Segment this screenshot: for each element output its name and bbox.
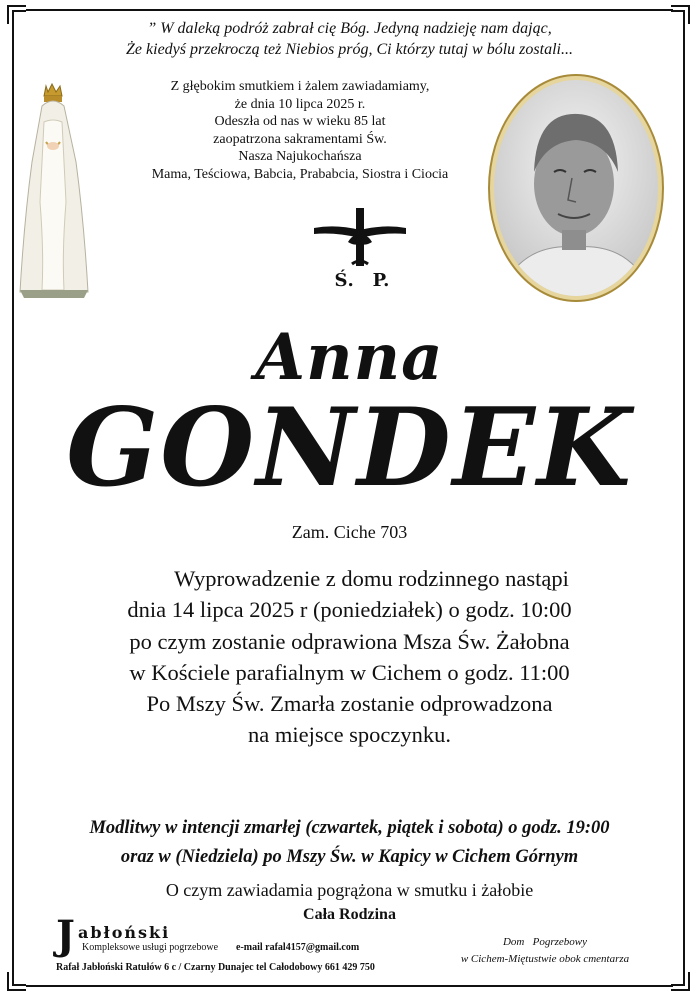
- notice-line: Mama, Teściowa, Babcia, Prababcia, Siostra i Ciocia: [151, 166, 449, 182]
- first-name: Anna: [255, 320, 444, 395]
- poem-line: ” W daleką podróż zabrał cię Bóg. Jedyną nadzieję nam dając,: [147, 20, 552, 37]
- madonna-statue-image: [14, 82, 94, 300]
- ceremony-line: po czym zostanie odprawiona Msza Św. Żałobna: [129, 628, 570, 654]
- dom-line: Dom Pogrzebowy: [502, 936, 588, 948]
- notice-line: zaopatrzona sakramentami Św.: [213, 131, 387, 147]
- residence-address: Zam. Ciche 703: [291, 522, 408, 542]
- portrait-photo: [486, 72, 666, 304]
- brand-services: Kompleksowe usługi pogrzebowe: [82, 942, 219, 953]
- funeral-ceremony-details: [0, 563, 699, 751]
- brand-address: Rafał Jabłoński Ratułów 6 c / Czarny Dunajec tel Całodobowy 661 429 750: [56, 962, 375, 973]
- funeral-home-location: [420, 934, 670, 968]
- dom-line: w Cichem-Miętustwie obok cmentarza: [460, 953, 630, 965]
- poem-line: Że kiedyś przekroczą też Niebios próg, Ci którzy tutaj w bólu zostali...: [126, 41, 573, 58]
- brand-email: e-mail rafal4157@gmail.com: [236, 942, 360, 953]
- corner-ornament-bottom-left: [6, 970, 28, 992]
- ceremony-line: Po Mszy Św. Zmarła zostanie odprowadzona: [146, 691, 553, 717]
- ceremony-line: na miejsce spoczynku.: [247, 722, 452, 748]
- last-name: GONDEK: [66, 385, 633, 511]
- ceremony-line: Wyprowadzenie z domu rodzinnego nastąpi: [174, 566, 569, 591]
- poem: [30, 18, 669, 60]
- notice-line: Odeszła od nas w wieku 85 lat: [214, 114, 386, 129]
- brand-name: abłoński: [78, 923, 171, 942]
- informing-statement: O czym zawiadamia pogrążona w smutku i żałobie: [165, 880, 534, 900]
- prayer-line: Modlitwy w intencji zmarłej (czwartek, piątek i sobota) o godz. 19:00: [89, 818, 610, 838]
- notice-line: że dnia 10 lipca 2025 r.: [234, 96, 366, 112]
- corner-ornament-top-right: [669, 4, 691, 26]
- prayer-schedule: [0, 814, 699, 872]
- notice-line: Nasza Najukochańsza: [238, 149, 362, 164]
- notice-line: Z głębokim smutkiem i żalem zawiadamiamy,: [170, 79, 430, 94]
- frame-bottom: [26, 985, 673, 987]
- cross-initials: Ś. P.: [334, 270, 390, 291]
- ceremony-line: w Kościele parafialnym w Cichem o godz. 11:00: [129, 659, 570, 685]
- prayer-line: oraz w (Niedziela) po Mszy Św. w Kapicy w Cichem Górnym: [120, 847, 579, 867]
- death-notice: [100, 78, 500, 183]
- family-signature: Cała Rodzina: [303, 906, 396, 923]
- ceremony-line: dnia 14 lipca 2025 r (poniedziałek) o godz. 10:00: [127, 597, 572, 623]
- corner-ornament-bottom-right: [669, 970, 691, 992]
- corner-ornament-top-left: [6, 4, 28, 26]
- brand-initial: J: [56, 912, 75, 959]
- frame-top: [26, 9, 673, 11]
